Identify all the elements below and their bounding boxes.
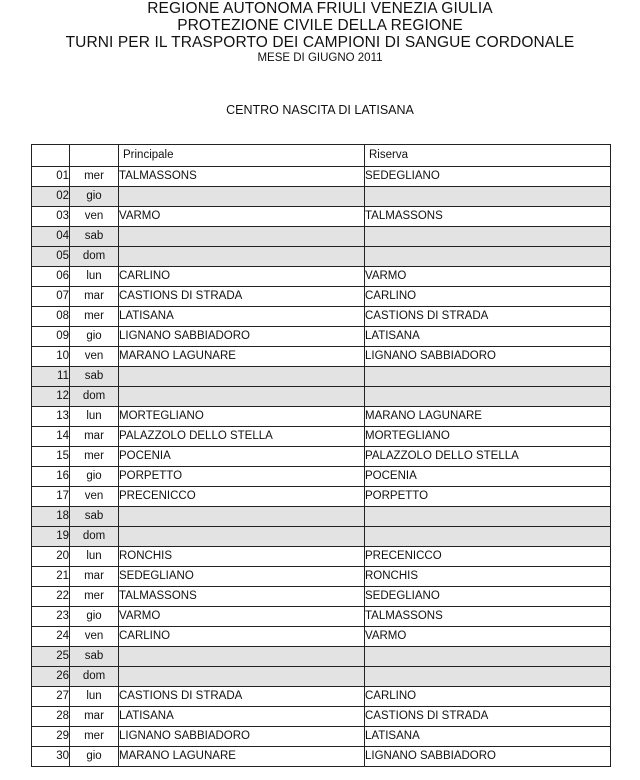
row-number: 15 — [32, 447, 70, 467]
row-day: mer — [70, 727, 119, 747]
row-number: 09 — [32, 327, 70, 347]
table-row — [32, 307, 611, 327]
table-row — [32, 747, 611, 767]
row-day: lun — [70, 267, 119, 287]
row-riserva: PRECENICCO — [365, 547, 611, 567]
table-row — [32, 587, 611, 607]
table-row — [32, 667, 611, 687]
row-day: mar — [70, 707, 119, 727]
row-riserva: VARMO — [365, 627, 611, 647]
row-day: mer — [70, 587, 119, 607]
row-riserva: SEDEGLIANO — [365, 587, 611, 607]
header-principale: Principale — [119, 145, 365, 167]
table-row — [32, 187, 611, 207]
row-riserva: POCENIA — [365, 467, 611, 487]
row-day: sab — [70, 507, 119, 527]
agency-title: PROTEZIONE CIVILE DELLA REGIONE — [177, 17, 463, 34]
row-principale: PORPETTO — [119, 467, 365, 487]
table-row — [32, 527, 611, 547]
row-number: 19 — [32, 527, 70, 547]
row-riserva: CARLINO — [365, 287, 611, 307]
row-riserva: SEDEGLIANO — [365, 167, 611, 187]
row-number: 24 — [32, 627, 70, 647]
row-number: 28 — [32, 707, 70, 727]
table-row — [32, 367, 611, 387]
row-riserva — [365, 367, 611, 387]
row-day: mar — [70, 427, 119, 447]
row-number: 17 — [32, 487, 70, 507]
row-day: mer — [70, 167, 119, 187]
row-day: gio — [70, 187, 119, 207]
row-riserva: LATISANA — [365, 727, 611, 747]
table-row — [32, 487, 611, 507]
row-riserva: CASTIONS DI STRADA — [365, 707, 611, 727]
row-riserva: CASTIONS DI STRADA — [365, 307, 611, 327]
row-riserva: PALAZZOLO DELLO STELLA — [365, 447, 611, 467]
table-header-row — [32, 145, 611, 167]
table-row — [32, 467, 611, 487]
row-riserva: RONCHIS — [365, 567, 611, 587]
row-day: mer — [70, 447, 119, 467]
row-day: mer — [70, 307, 119, 327]
row-principale — [119, 387, 365, 407]
row-riserva — [365, 647, 611, 667]
table-row — [32, 387, 611, 407]
row-riserva — [365, 667, 611, 687]
row-riserva — [365, 387, 611, 407]
row-principale: CARLINO — [119, 267, 365, 287]
row-principale: TALMASSONS — [119, 587, 365, 607]
row-principale: SEDEGLIANO — [119, 567, 365, 587]
region-title: REGIONE AUTONOMA FRIULI VENEZIA GIULIA — [147, 0, 493, 17]
row-day: lun — [70, 687, 119, 707]
table-row — [32, 727, 611, 747]
row-number: 23 — [32, 607, 70, 627]
table-row — [32, 507, 611, 527]
row-number: 02 — [32, 187, 70, 207]
row-principale — [119, 187, 365, 207]
row-principale — [119, 647, 365, 667]
row-principale — [119, 507, 365, 527]
table-row — [32, 447, 611, 467]
row-riserva — [365, 527, 611, 547]
row-day: gio — [70, 327, 119, 347]
header-day — [70, 145, 119, 167]
table-row — [32, 547, 611, 567]
row-number: 07 — [32, 287, 70, 307]
row-number: 26 — [32, 667, 70, 687]
row-principale: VARMO — [119, 207, 365, 227]
table-row — [32, 327, 611, 347]
row-number: 27 — [32, 687, 70, 707]
row-day: dom — [70, 387, 119, 407]
row-principale — [119, 667, 365, 687]
table-row — [32, 607, 611, 627]
row-principale: LIGNANO SABBIADORO — [119, 327, 365, 347]
table-row — [32, 207, 611, 227]
row-principale: LIGNANO SABBIADORO — [119, 727, 365, 747]
row-day: lun — [70, 407, 119, 427]
row-principale: MARANO LAGUNARE — [119, 347, 365, 367]
table-row — [32, 227, 611, 247]
row-riserva: CARLINO — [365, 687, 611, 707]
row-number: 05 — [32, 247, 70, 267]
table-row — [32, 687, 611, 707]
row-day: ven — [70, 487, 119, 507]
row-day: mar — [70, 287, 119, 307]
table-row — [32, 247, 611, 267]
row-number: 08 — [32, 307, 70, 327]
row-riserva: MORTEGLIANO — [365, 427, 611, 447]
row-riserva: VARMO — [365, 267, 611, 287]
row-day: gio — [70, 467, 119, 487]
row-number: 30 — [32, 747, 70, 767]
table-row — [32, 627, 611, 647]
row-number: 16 — [32, 467, 70, 487]
row-principale: TALMASSONS — [119, 167, 365, 187]
row-principale: PALAZZOLO DELLO STELLA — [119, 427, 365, 447]
row-riserva: LIGNANO SABBIADORO — [365, 347, 611, 367]
row-principale: CASTIONS DI STRADA — [119, 287, 365, 307]
row-day: gio — [70, 747, 119, 767]
row-riserva — [365, 187, 611, 207]
table-row — [32, 167, 611, 187]
table-row — [32, 707, 611, 727]
row-riserva: MARANO LAGUNARE — [365, 407, 611, 427]
row-day: mar — [70, 567, 119, 587]
row-number: 06 — [32, 267, 70, 287]
row-number: 13 — [32, 407, 70, 427]
row-riserva — [365, 507, 611, 527]
row-number: 10 — [32, 347, 70, 367]
row-day: gio — [70, 607, 119, 627]
row-riserva: TALMASSONS — [365, 607, 611, 627]
row-day: ven — [70, 207, 119, 227]
row-riserva: LATISANA — [365, 327, 611, 347]
row-principale — [119, 527, 365, 547]
row-riserva — [365, 247, 611, 267]
row-number: 21 — [32, 567, 70, 587]
table-row — [32, 407, 611, 427]
row-number: 20 — [32, 547, 70, 567]
row-riserva — [365, 227, 611, 247]
row-principale — [119, 227, 365, 247]
table-row — [32, 567, 611, 587]
row-day: ven — [70, 347, 119, 367]
row-number: 04 — [32, 227, 70, 247]
row-principale: LATISANA — [119, 707, 365, 727]
row-principale: VARMO — [119, 607, 365, 627]
row-day: sab — [70, 647, 119, 667]
table-row — [32, 267, 611, 287]
schedule-title: TURNI PER IL TRASPORTO DEI CAMPIONI DI SANGUE CORDONALE — [65, 34, 575, 51]
row-principale: RONCHIS — [119, 547, 365, 567]
schedule-table — [31, 144, 611, 767]
row-principale: MORTEGLIANO — [119, 407, 365, 427]
row-number: 14 — [32, 427, 70, 447]
row-number: 25 — [32, 647, 70, 667]
table-row — [32, 347, 611, 367]
row-number: 29 — [32, 727, 70, 747]
month-subtitle: MESE DI GIUGNO 2011 — [257, 52, 383, 64]
row-principale: CASTIONS DI STRADA — [119, 687, 365, 707]
row-riserva: LIGNANO SABBIADORO — [365, 747, 611, 767]
row-number: 01 — [32, 167, 70, 187]
row-principale: CARLINO — [119, 627, 365, 647]
table-row — [32, 427, 611, 447]
row-principale: LATISANA — [119, 307, 365, 327]
row-riserva: PORPETTO — [365, 487, 611, 507]
row-day: ven — [70, 627, 119, 647]
row-day: lun — [70, 547, 119, 567]
row-principale: POCENIA — [119, 447, 365, 467]
row-day: sab — [70, 367, 119, 387]
row-number: 03 — [32, 207, 70, 227]
row-day: dom — [70, 527, 119, 547]
row-number: 22 — [32, 587, 70, 607]
row-number: 11 — [32, 367, 70, 387]
header-number — [32, 145, 70, 167]
birth-centre-title: CENTRO NASCITA DI LATISANA — [226, 103, 414, 117]
schedule-rows — [32, 167, 611, 767]
row-principale — [119, 247, 365, 267]
row-day: dom — [70, 667, 119, 687]
row-principale: MARANO LAGUNARE — [119, 747, 365, 767]
document-header — [0, 0, 640, 65]
row-number: 18 — [32, 507, 70, 527]
row-day: dom — [70, 247, 119, 267]
row-day: sab — [70, 227, 119, 247]
row-principale: PRECENICCO — [119, 487, 365, 507]
row-riserva: TALMASSONS — [365, 207, 611, 227]
row-number: 12 — [32, 387, 70, 407]
table-row — [32, 647, 611, 667]
row-principale — [119, 367, 365, 387]
header-riserva: Riserva — [365, 145, 611, 167]
table-row — [32, 287, 611, 307]
